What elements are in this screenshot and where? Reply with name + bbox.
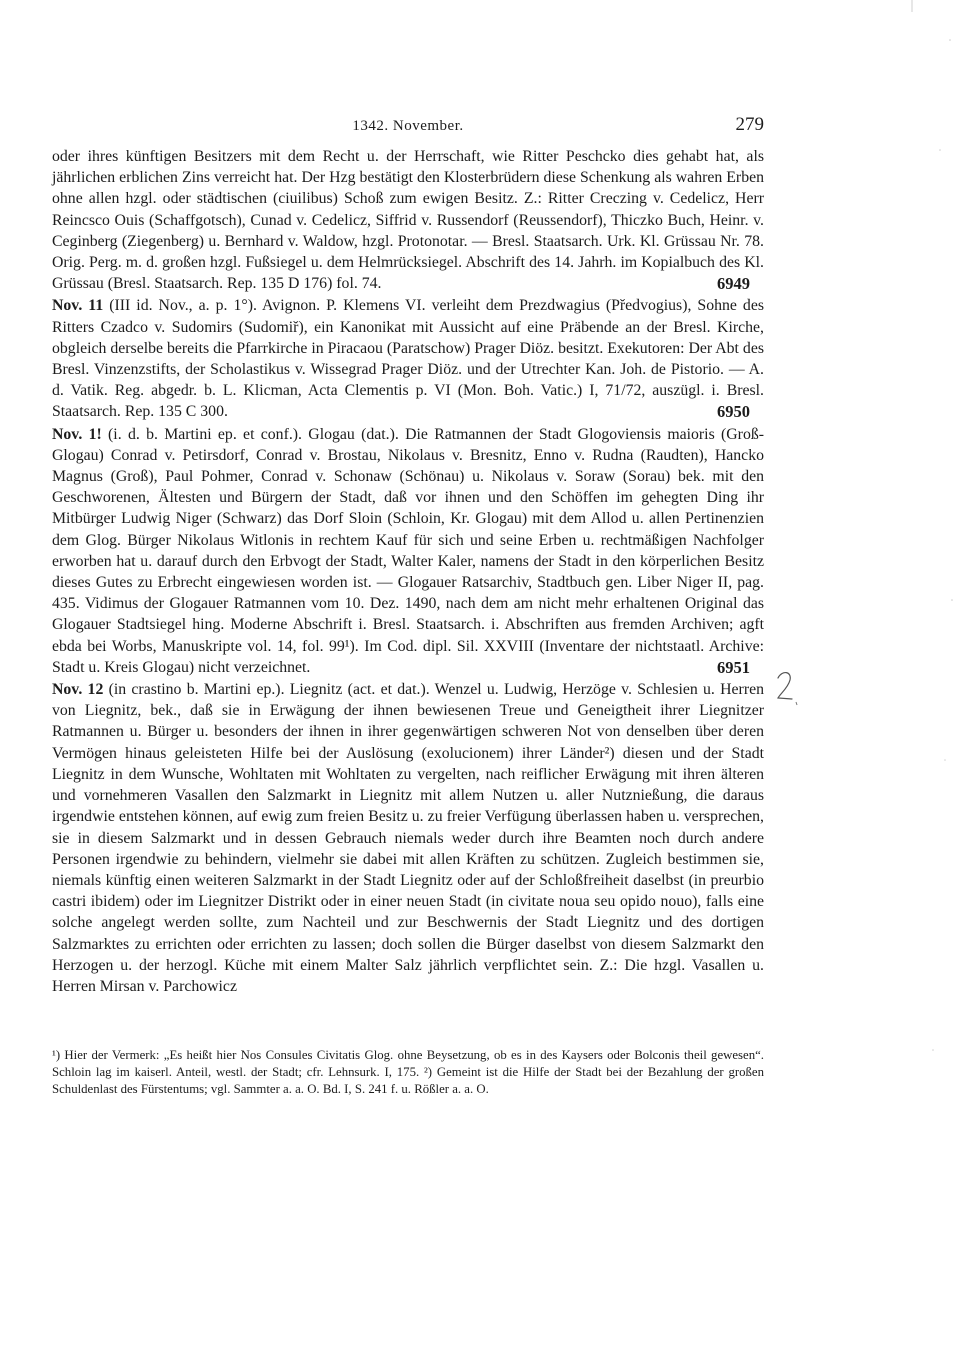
entry-text: (in crastino b. Martini ep.). Liegnitz (act. et dat.). Wenzel u. Ludwig, Herzöge v. Schlesien u. Herren von Liegnitz, bek., daß sie in Erwägung der ihnen bewiesenen Treue und Geneigtheit ihrer Liegnitzer Ratmannen u. Bürger u. besonders der ihnen in ihrer gegenwärtigen schweren Not von denselben über deren Vermögen hinaus geleisteten Hilfe bei der Auslösung (exolucionem) ihrer Länder²) diesen und der Stadt Liegnitz in dem Wunsche, Wohltaten mit Wohltaten zu vergelten, nach reiflicher Erwägung mit ihren älteren und vornehmeren Vasallen den Salzmarkt in Liegnitz mit allem Nutzen u. aller Nutznießung, die daraus irgendwie entstehen können, auf ewig zum freien Besitz u. zu freier Verfügung überlassen haben u. versprechen, sie in diesem Salzmarkt und in dessen Gebrauch niemals weder durch ihre Beamten noch durch andere Personen irgendwie zu behindern, vielmehr sie dabei mit allen Kräften zu schützen. Zugleich bestimmen sie, niemals künftig einen weiteren Salzmarkt in der Stadt Liegnitz oder auf der Schloßfreiheit daselbst (in preurbio castri ibidem) oder im Liegnitzer Distrikt oder in einer neuen Stadt (in civitate noua seu opido nouo), falls eine solche angelegt werden sollte, zum Nachteil und zur Beschwernis der Stadt Liegnitz und des dortigen Salzmarktes zu errichten oder errichten zu lassen; doch sollen die Bürger daselbst von diesem Salzmarkt den Herzogen u. der herzogl. Küche mit einem Malter Salz jährlich verpflichtet sein. Z.: Die hzgl. Vasallen u. Herren Mirsan v. Parchowicz <box>52 681 764 995</box>
entry-text: (i. d. b. Martini ep. et conf.). Glogau (dat.). Die Ratmannen der Stadt Glogoviensis maioris (Groß-Glogau) Conrad v. Petirsdorf, Conrad v. Brostau, Nikolaus v. Bresnitz, Enno v. Rudna (Raudten), Hancko Magnus (Groß), Paul Pohmer, Conrad v. Schonaw (Schönau) u. Nikolaus v. Soraw (Sorau) bek. mit den Geschworenen, Ältesten und Bürgern der Stadt, daß vor ihnen und den Schöffen im gehegten Ding ihr Mitbürger Ludwig Niger (Schwarz) das Dorf Sloin (Schloin, Kr. Glogau) mit dem Allod u. allen Pertinenzien dem Glog. Bürger Nikolaus Witlonis in rechtem Kauf für sich und seine Erben u. rechtmäßigen Nachfolger erworben hat u. darauf durch den Erbvogt der Stadt, Walter Kaler, namens der Stadt in den körperlichen Besitz dieses Gutes zu Erbrecht eingewiesen worden ist. — Glogauer Ratsarchiv, Stadtbuch gen. Liber Niger II, pag. 435. Vidimus der Glogauer Ratmannen vom 10. Dez. 1490, nach dem am nicht mehr erhaltenen Original das Glogauer Stadtsiegel hing. Moderne Abschrift i. Bresl. Staatsarch. i. Abschriften aus fremden Archiven; agft ebda bei Worbs, Manuskripte vol. 14, fol. 99¹). Im Cod. dipl. Sil. XXVIII (Inventare der nichtstaatl. Archive: Stadt u. Kreis Glogau) nicht verzeichnet. <box>52 425 765 676</box>
scan-noise-icon <box>900 0 960 1349</box>
entry-date: Nov. 12 <box>52 681 104 699</box>
entry-date: Nov. 1! <box>52 425 102 443</box>
running-title: 1342. November. <box>352 118 464 134</box>
entry-date: Nov. 11 <box>52 297 104 315</box>
document-number: 6949 <box>717 274 750 294</box>
page-number: 279 <box>735 114 764 135</box>
document-number: 6951 <box>717 657 750 677</box>
entry-paragraph-2 <box>52 295 764 422</box>
entry-text: (III id. Nov., a. p. 1°). Avignon. P. Klemens VI. verleiht dem Prezdwagius (Předvogius), Sohne des Ritters Czadco v. Sudomirs (Sudomiř), ein Kanonikat mit Aussicht auf eine Präbende an der Bresl. Kirche, obgleich derselbe bereits die Pfarrkirche in Piracaou (Paratschow) Prager Diöz. besitzt. Exekutoren: Der Abt des Bresl. Vinzenzstifts, der Scholastikus v. Wissegrad Prager Diöz. und der Utrechter Kan. Joh. de Pistorio. — A. d. Vatik. Reg. abgedr. b. L. Klicman, Acta Clementis p. VI (Mon. Boh. Vatic.) I, 71/72, auszügl. i. Bresl. Staatsarch. Rep. 135 C 300. <box>52 297 764 421</box>
entry-paragraph-4 <box>52 679 764 997</box>
main-text <box>52 146 764 997</box>
entry-text: oder ihres künftigen Besitzers mit dem Recht u. der Herrschaft, wie Ritter Peschcko dies gehabt hat, als jährlichen erblichen Zins verreicht hat. Der Hzg bestätigt den Klosterbrüdern diese Schenkung als wahren Erben ohne allen hzgl. oder städtischen (ciuilibus) Schoß zum ewigen Besitz. Z.: Ritter Creczing v. Cedelicz, Herr Reincsco Ouis (Schaffgotsch), Cunad v. Cedelicz, Siffrid v. Russendorf (Reussendorf), Thiczko Buch, Heinr. v. Ceginberg (Ziegenberg) u. Bernhard v. Waldow, hzgl. Protonotar. — Bresl. Staatsarch. Urk. Kl. Grüssau Nr. 78. Orig. Perg. m. d. großen hzgl. Fußsiegel u. dem Helmrücksiegel. Abschrift des 14. Jahrh. im Kopialbuch des Kl. Grüssau (Bresl. Staatsarch. Rep. 135 D 176) fol. 74. <box>52 148 764 293</box>
page-header <box>52 114 764 142</box>
handwritten-2-mark-icon <box>774 668 800 706</box>
footnotes <box>52 1047 764 1098</box>
document-number: 6950 <box>717 402 750 422</box>
entry-paragraph-1 <box>52 146 764 294</box>
footnote-text: ¹) Hier der Vermerk: „Es heißt hier Nos Consules Civitatis Glog. ohne Beysetzung, ob es in des Kaysers oder Bolconis theil gewesen“. Schloin lag im kaiserl. Anteil, westl. der Stadt; cfr. Lehnsurk. I, 175. ²) Gemeint ist die Hilfe der Stadt bei der Bezahlung der großen Schuldenlast des Fürstentums; vgl. Sammter a. a. O. Bd. I, S. 241 f. u. Rößler a. a. O. <box>52 1048 764 1096</box>
entry-paragraph-3 <box>52 424 764 678</box>
